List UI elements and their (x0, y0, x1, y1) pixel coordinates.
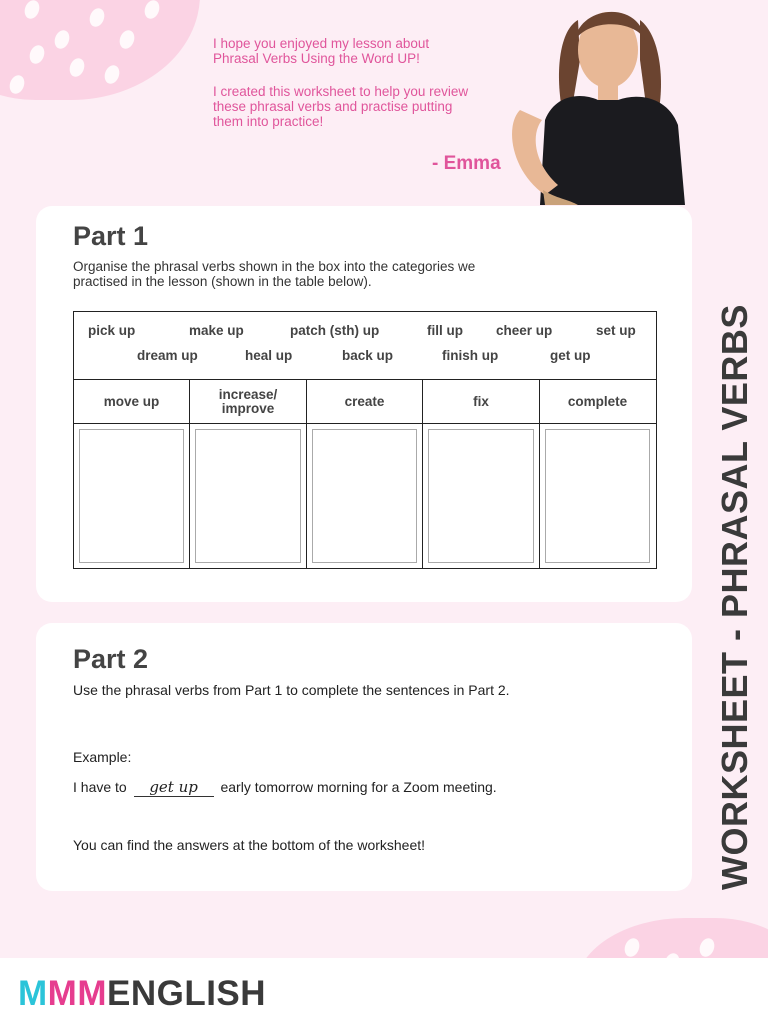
desc-line: practised in the lesson (shown in the table below). (73, 274, 372, 289)
intro-paragraph-1 (213, 36, 513, 66)
verb-word: get up (550, 348, 591, 363)
intro-line: them into practice! (213, 114, 324, 129)
example-answer-blank: get up (134, 778, 214, 797)
categories-table (73, 311, 657, 569)
intro-text (213, 36, 513, 147)
verb-word: make up (189, 323, 244, 338)
example-sentence (73, 778, 497, 797)
dot (102, 63, 122, 86)
verb-word: dream up (137, 348, 198, 363)
verb-word: finish up (442, 348, 499, 363)
decorative-blob-top-left (0, 0, 200, 100)
logo-text-english: ENGLISH (106, 974, 267, 1013)
dot (7, 73, 27, 96)
part1-description (73, 259, 475, 289)
worksheet-side-label: WORKSHEET - PHRASAL VERBS (714, 304, 755, 890)
logo-letter-m-cyan: M (18, 974, 48, 1013)
category-header: increase/ improve (190, 380, 307, 423)
part1-title: Part 1 (73, 221, 149, 251)
answer-cell (74, 424, 190, 568)
category-header: create (307, 380, 423, 423)
intro-line: I created this worksheet to help you review (213, 84, 469, 99)
teacher-photo (500, 0, 690, 205)
answer-cell (190, 424, 307, 568)
dot (622, 936, 642, 959)
answer-row (74, 424, 656, 568)
category-header: fix (423, 380, 540, 423)
answer-area[interactable] (195, 429, 301, 563)
intro-line: Phrasal Verbs Using the Word UP! (213, 51, 420, 66)
answer-cell (423, 424, 540, 568)
mmmenglish-logo (18, 974, 266, 1014)
intro-line: I hope you enjoyed my lesson about (213, 36, 430, 51)
dot (22, 0, 42, 21)
example-label: Example: (73, 749, 132, 765)
dot (27, 43, 47, 66)
desc-line: Organise the phrasal verbs shown in the box into the categories we (73, 259, 476, 274)
part2-instruction: Use the phrasal verbs from Part 1 to complete the sentences in Part 2. (73, 682, 510, 698)
dot (52, 28, 72, 51)
dot (67, 56, 87, 79)
verb-word: pick up (88, 323, 136, 338)
signature: - Emma (432, 153, 501, 174)
dot (142, 0, 162, 21)
answer-area[interactable] (428, 429, 534, 563)
part2-title: Part 2 (73, 644, 149, 674)
answers-note: You can find the answers at the bottom of the worksheet! (73, 837, 426, 853)
example-before: I have to (73, 779, 127, 795)
verb-word: patch (sth) up (290, 323, 380, 338)
category-header: move up (74, 380, 190, 423)
answer-area[interactable] (79, 429, 184, 563)
dot (697, 936, 717, 959)
verb-word: fill up (427, 323, 463, 338)
verb-word: heal up (245, 348, 293, 363)
verb-word: set up (596, 323, 636, 338)
logo-letter-m-magenta: M (47, 974, 78, 1013)
answer-cell (540, 424, 655, 568)
category-header: complete (567, 393, 628, 409)
dot (87, 6, 107, 29)
answer-area[interactable] (312, 429, 417, 563)
dot (117, 28, 137, 51)
category-header-row (74, 380, 656, 424)
answer-area[interactable] (545, 429, 650, 563)
verb-word: back up (342, 348, 394, 363)
verb-box (74, 312, 656, 380)
example-after: early tomorrow morning for a Zoom meeting. (220, 779, 497, 795)
logo-letter-m-pink: M (77, 974, 107, 1013)
intro-paragraph-2 (213, 84, 513, 129)
answer-cell (307, 424, 423, 568)
verb-word: cheer up (496, 323, 553, 338)
intro-line: these phrasal verbs and practise putting (213, 99, 453, 114)
